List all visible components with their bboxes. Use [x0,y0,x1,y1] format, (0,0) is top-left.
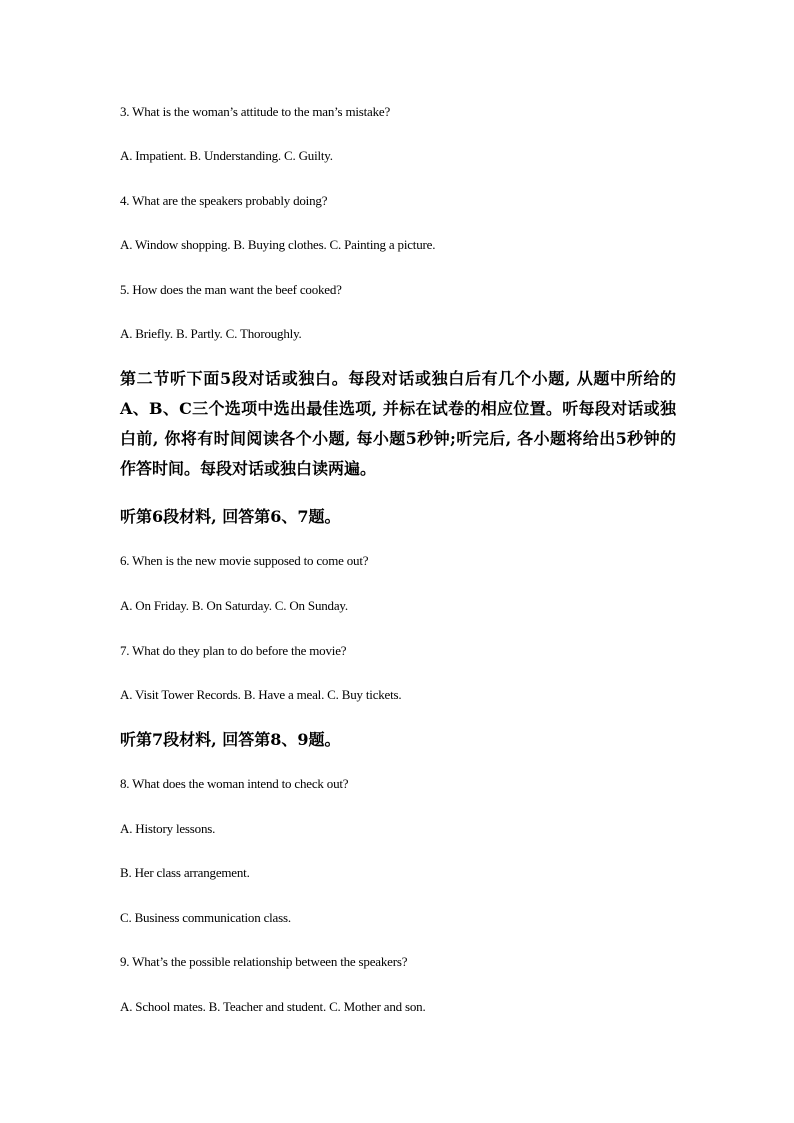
question-4-options: A. Window shopping. B. Buying clothes. C. Painting a picture. [120,237,436,252]
question-8-option-b: B. Her class arrangement. [120,865,250,880]
question-6: 6. When is the new movie supposed to come out? [120,553,369,568]
material-7-heading: 听第7段材料, 回答第8、9题。 [120,730,341,749]
question-9: 9. What’s the possible relationship between the speakers? [120,954,408,969]
question-7: 7. What do they plan to do before the movie? [120,643,347,658]
question-9-options: A. School mates. B. Teacher and student. C. Mother and son. [120,999,426,1014]
question-5-options: A. Briefly. B. Partly. C. Thoroughly. [120,326,302,341]
question-8: 8. What does the woman intend to check out? [120,776,349,791]
question-7-options: A. Visit Tower Records. B. Have a meal. C. Buy tickets. [120,687,402,702]
question-8-option-a: A. History lessons. [120,821,216,836]
section-2-instructions: 第二节听下面5段对话或独白。每段对话或独白后有几个小题, 从题中所给的A、B、C三个选项中选出最佳选项, 并标在试卷的相应位置。听每段对话或独白前, 你将有时间阅读各个小题, 每小题5秒钟;听完后, 各小题将给出5秒钟的作答时间。每段对话或独白读两遍。 [120,369,676,478]
question-5: 5. How does the man want the beef cooked? [120,282,342,297]
question-6-options: A. On Friday. B. On Saturday. C. On Sunday. [120,598,348,613]
question-4: 4. What are the speakers probably doing? [120,193,328,208]
question-3-options: A. Impatient. B. Understanding. C. Guilty. [120,148,333,163]
question-3: 3. What is the woman’s attitude to the man’s mistake? [120,104,391,119]
material-6-heading: 听第6段材料, 回答第6、7题。 [120,507,341,526]
question-8-option-c: C. Business communication class. [120,910,291,925]
